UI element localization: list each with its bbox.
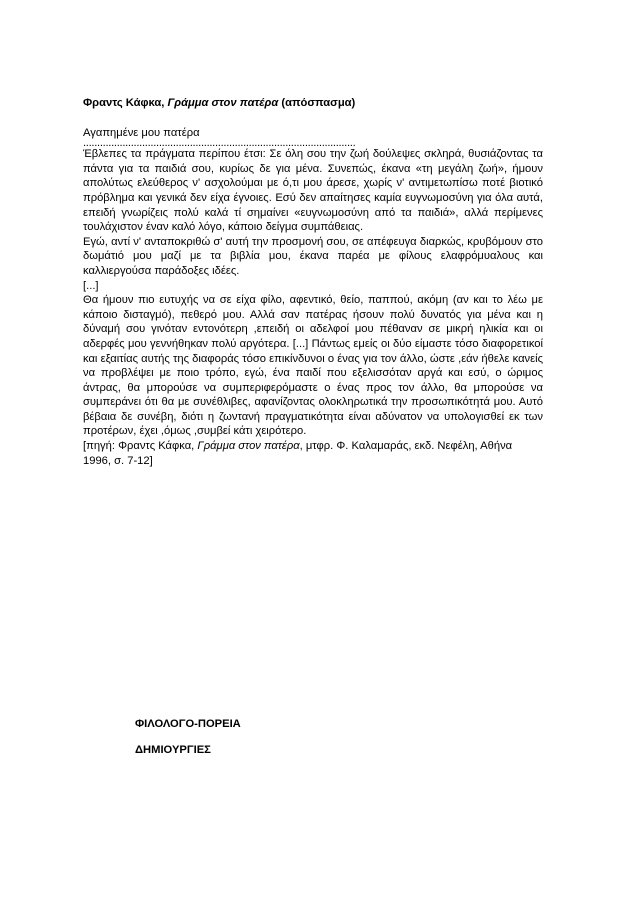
document-body	[83, 96, 543, 468]
title-work: Γράμμα στον πατέρα	[167, 97, 279, 109]
dotted-separator: .................................................................................................	[83, 140, 356, 148]
footer-line-1: ΦΙΛΟΛΟΓΟ-ΠΟΡΕΙΑ	[135, 718, 241, 730]
ellipsis-marker: [...]	[83, 279, 99, 292]
paragraph-3: Θα ήμουν πιο ευτυχής να σε είχα φίλο, αφεντικό, θείο, παππού, ακόμη (αν και το λέω με κάποιο δισταγμό), πεθερό μου. Αλλά σαν πατέρας ήσουν πολύ δυνατός για μένα και η δύναμή σου γινόταν εντονότερη ,επειδή οι αδελφοί μου πέθαναν σε μικρή ηλικία και οι αδερφές μου γεννήθηκαν πολύ αργότερα. [...] Πάντως εμείς οι δύο είμαστε τόσο διαφορετικοί και εξαιτίας αυτής της διαφοράς τόσο επικίνδυνοι ο ένας για τον άλλο, ώστε ,εάν ήθελε κανείς να προβλέψει με ποιο τρόπο, εγώ, ένα παιδί που εξελισσόταν αργά και εσύ, ο ώριμος άντρας, θα μπορούσε να συμπεριφερόμαστε ο ένας προς τον άλλο, θα μπορούσε να συμπεράνει ότι θα με συνέθλιβες, αφανίζοντας ολοκληρωτικά την προσωπικότητά μου. Αυτό βέβαια δε συνέβη, διότι η ζωντανή πραγματικότητα είναι αδύνατον να υπολογισθεί εκ των προτέρων, έχει ,όμως ,συμβεί κάτι χειρότερο.	[83, 294, 543, 438]
title-author: Φραντς Κάφκα,	[83, 97, 168, 109]
document-title	[83, 96, 543, 111]
salutation: Αγαπημένε μου πατέρα	[83, 126, 200, 139]
source-suffix: , μτφρ. Φ. Καλαμαράς, εκδ. Νεφέλη, Αθήνα 1996, σ. 7-12]	[83, 440, 513, 467]
paragraph-1: Έβλεπες τα πράγματα περίπου έτσι: Σε όλη σου την ζωή δούλεψες σκληρά, θυσιάζοντας τα πάντα για τα παιδιά σου, κυρίως δε για μένα. Συνεπώς, έκανα «τη μεγάλη ζωή», ήμουν απολύτως ελεύθερος ν' ασχολούμαι με ό,τι μου άρεσε, χωρίς ν' αντιμετωπίσω ποτέ βιοτικό πρόβλημα και γενικά δεν είχα έγνοιες. Εσύ δεν απαίτησες καμία ευγνωμοσύνη για όλα αυτά, επειδή γνωρίζεις πολύ καλά τί σημαίνει «ευγνωμοσύνη από τα παιδιά», αλλά περίμενες τουλάχιστον έναν καλό λόγο, κάποιο δείγμα συμπάθειας.	[83, 148, 543, 234]
source-work: Γράμμα στον πατέρα	[197, 440, 300, 453]
footer-branding	[135, 718, 241, 756]
source-prefix: [πηγή: Φραντς Κάφκα,	[83, 440, 198, 453]
title-note: (απόσπασμα)	[278, 97, 356, 109]
footer-line-2: ΔΗΜΙΟΥΡΓΙΕΣ	[135, 744, 211, 756]
source-citation	[83, 439, 543, 468]
paragraph-2: Εγώ, αντί ν' ανταποκριθώ σ' αυτή την προσμονή σου, σε απέφευγα διαρκώς, κρυβόμουν στο δωμάτιό μου μαζί με τα βιβλία μου, έκανα παρέα με φίλους ελαφρόμυαλους και καλλιεργούσα παράδοξες ιδέες.	[83, 235, 543, 277]
